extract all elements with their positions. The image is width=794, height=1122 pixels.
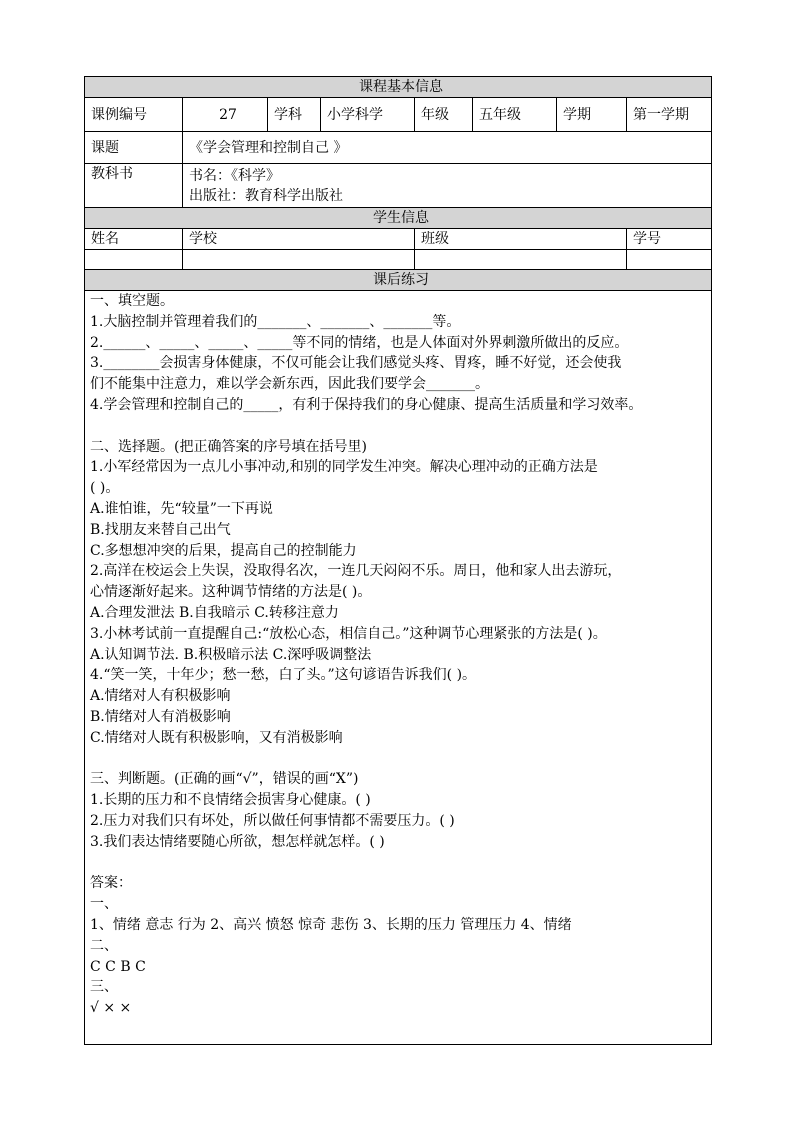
exercise-line: 三、 xyxy=(90,979,118,996)
exercise-line: ( )。 xyxy=(90,480,120,497)
exercise-line: A.认知调节法. B.积极暗示法 C.深呼吸调整法 xyxy=(90,646,372,663)
exercise-line: 二、选择题。(把正确答案的序号填在括号里) xyxy=(90,438,367,455)
exercise-line xyxy=(90,749,707,770)
exercise-line: 2.______、_____、_____、_____等不同的情绪，也是人体面对外界刺激所做出的反应。 xyxy=(90,334,629,351)
exercise-line xyxy=(90,853,707,874)
exercise-line: A.谁怕谁，先“较量”一下再说 xyxy=(90,500,273,517)
student-id-field[interactable] xyxy=(627,250,712,270)
school-field[interactable] xyxy=(183,250,415,270)
topic-value: 《学会管理和控制自己 》 xyxy=(183,132,712,164)
exercise-line: B.找朋友来替自己出气 xyxy=(90,521,231,538)
exercise-content xyxy=(84,291,712,1045)
term-label: 学期 xyxy=(557,98,627,132)
exercise-line: 2.高洋在校运会上失误，没取得名次，一连几天闷闷不乐。周日，他和家人出去游玩， xyxy=(90,563,622,580)
subject-label: 学科 xyxy=(268,98,321,132)
case-no-value: 27 xyxy=(183,98,268,132)
case-no-label: 课例编号 xyxy=(85,98,183,132)
exercise-line: 三、判断题。(正确的画“√”，错误的画“X”) xyxy=(90,771,359,788)
course-info-table xyxy=(84,76,712,291)
exercise-line: 4.“笑一笑，十年少；愁一愁，白了头。”这句谚语告诉我们( )。 xyxy=(90,667,477,684)
exercise-line: C.多想想冲突的后果，提高自己的控制能力 xyxy=(90,542,357,559)
exercise-line: 1.长期的压力和不良情绪会损害身心健康。( ) xyxy=(90,792,371,809)
topic-label: 课题 xyxy=(85,132,183,164)
worksheet xyxy=(84,76,711,1045)
exercise-line: 二、 xyxy=(90,937,118,954)
subject-value: 小学科学 xyxy=(321,98,415,132)
textbook-info xyxy=(183,164,712,208)
exercise-line: 3.________会损害身体健康，不仅可能会让我们感觉头疼、胃疼，睡不好觉，还会使我 xyxy=(90,355,622,372)
exercise-line: 3.我们表达情绪要随心所欲，想怎样就怎样。( ) xyxy=(90,833,385,850)
name-label: 姓名 xyxy=(85,229,183,250)
course-info-header: 课程基本信息 xyxy=(85,77,712,98)
exercise-line: 3.小林考试前一直提醒自己:“放松心态，相信自己。”这种调节心理紧张的方法是( )。 xyxy=(90,625,607,642)
exercise-line: 2.压力对我们只有坏处，所以做任何事情都不需要压力。( ) xyxy=(90,812,455,829)
exercise-line: 们不能集中注意力，难以学会新东西，因此我们要学会_______。 xyxy=(90,376,489,393)
exercise-line: 心情逐渐好起来。这种调节情绪的方法是( )。 xyxy=(90,584,372,601)
exercise-line: √ × × xyxy=(90,1000,132,1017)
exercise-line: A.情绪对人有积极影响 xyxy=(90,688,231,705)
publisher: 出版社：教育科学出版社 xyxy=(189,187,343,204)
grade-label: 年级 xyxy=(415,98,473,132)
exercise-line: 1、情绪 意志 行为 2、高兴 愤怒 惊奇 悲伤 3、长期的压力 管理压力 4、情绪 xyxy=(90,916,572,933)
book-name: 书名：《科学》 xyxy=(189,167,280,184)
exercise-line: 4.学会管理和控制自己的_____，有利于保持我们的身心健康、提高生活质量和学习效率。 xyxy=(90,396,643,413)
exercise-line: 一、 xyxy=(90,896,118,913)
exercise-header: 课后练习 xyxy=(85,270,712,291)
grade-value: 五年级 xyxy=(473,98,557,132)
class-field[interactable] xyxy=(415,250,627,270)
exercise-line: B.情绪对人有消极影响 xyxy=(90,708,231,725)
exercise-line: 1.大脑控制并管理着我们的_______、_______、_______等。 xyxy=(90,313,461,330)
textbook-label: 教科书 xyxy=(85,164,183,208)
student-id-label: 学号 xyxy=(627,229,712,250)
student-info-header: 学生信息 xyxy=(85,208,712,229)
term-value: 第一学期 xyxy=(627,98,712,132)
exercise-line: 1.小军经常因为一点儿小事冲动,和别的同学发生冲突。解决心理冲动的正确方法是 xyxy=(90,459,598,476)
class-label: 班级 xyxy=(415,229,627,250)
exercise-line: 答案： xyxy=(90,875,132,892)
school-label: 学校 xyxy=(183,229,415,250)
exercise-line: 一、填空题。 xyxy=(90,293,174,309)
exercise-line: C.情绪对人既有积极影响，又有消极影响 xyxy=(90,729,343,746)
exercise-line: C C B C xyxy=(90,958,146,975)
exercise-line xyxy=(90,416,707,437)
exercise-line: A.合理发泄法 B.自我暗示 C.转移注意力 xyxy=(90,604,339,621)
name-field[interactable] xyxy=(85,250,183,270)
